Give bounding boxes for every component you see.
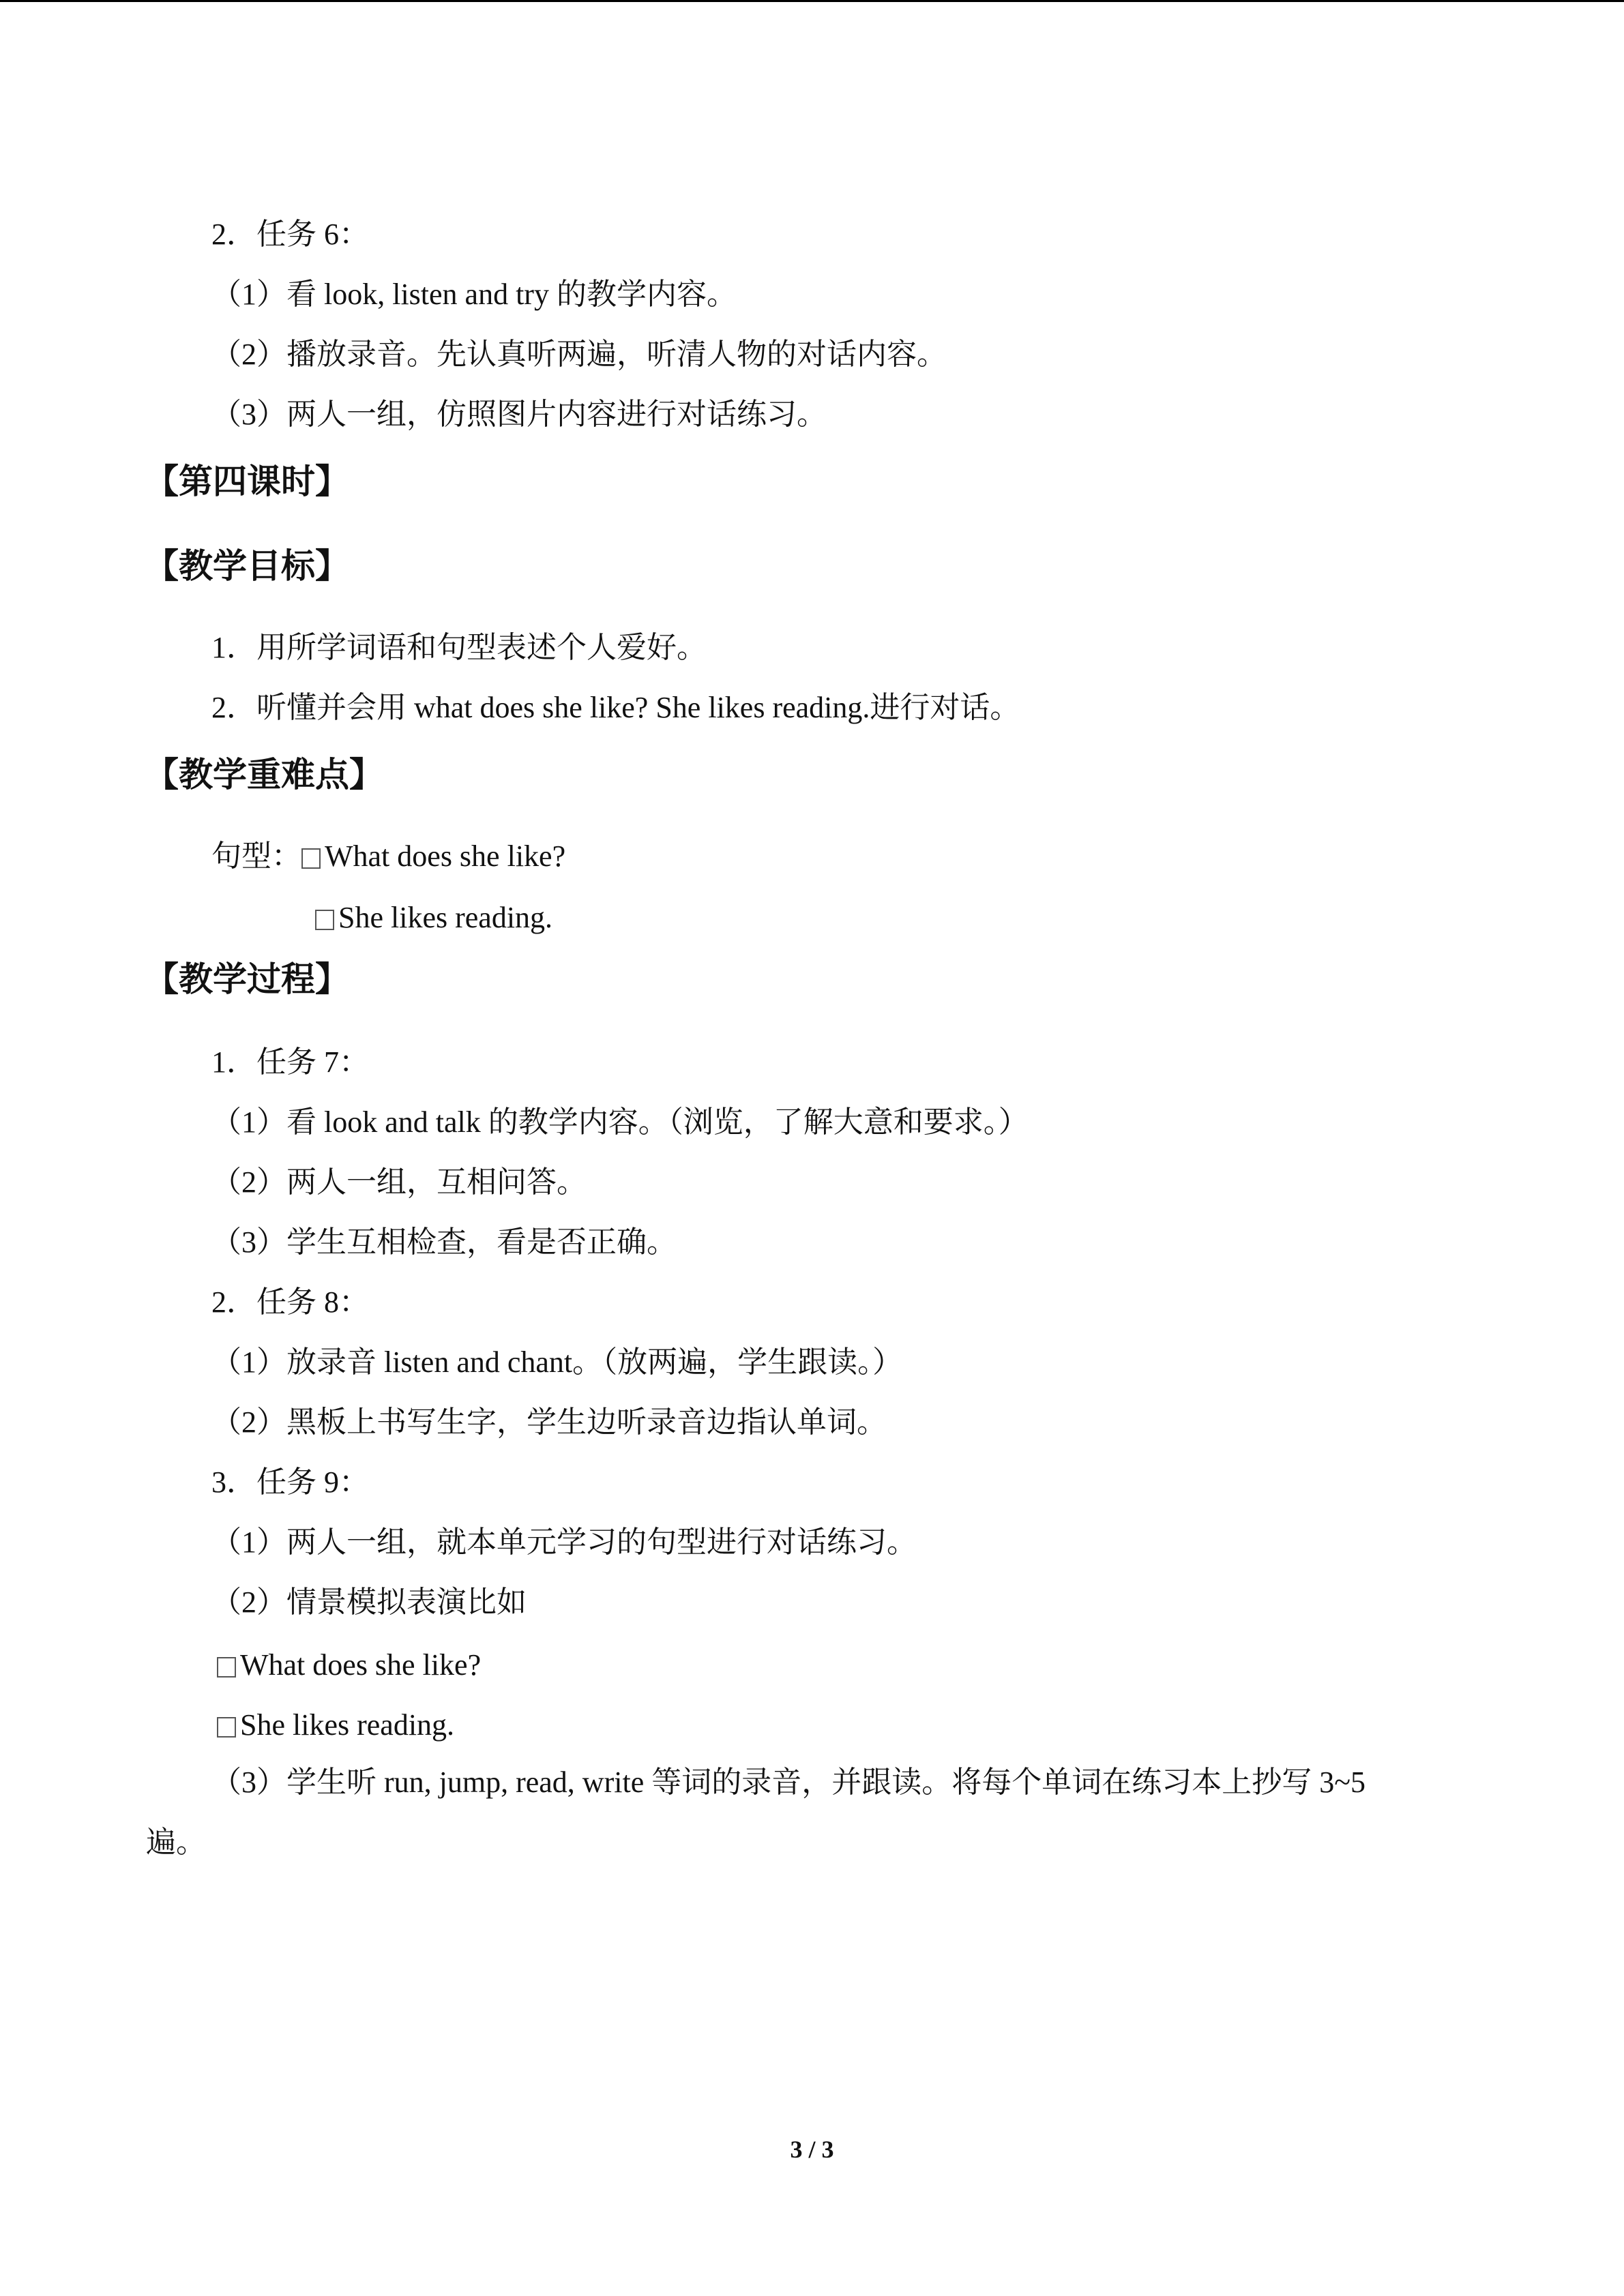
checkbox-icon (217, 1657, 236, 1678)
example-sentence-2 (217, 1705, 454, 1746)
task-8-step-1: （1）放录音 listen and chant。（放两遍，学生跟读。） (211, 1345, 903, 1379)
sentence-pattern-2 (315, 897, 552, 938)
checkbox-icon (315, 910, 334, 930)
task-7-step-3: （3）学生互相检查，看是否正确。 (211, 1225, 677, 1259)
task-6-step-1: （1）看 look, listen and try 的教学内容。 (211, 278, 737, 311)
section-heading-lesson-4: 【第四课时】 (145, 462, 349, 501)
checkbox-icon (217, 1717, 236, 1738)
task-9-step-1: （1）两人一组，就本单元学习的句型进行对话练习。 (211, 1525, 917, 1559)
task-8-title: 2．任务 8： (211, 1285, 369, 1319)
task-6-step-2: （2）播放录音。先认真听两遍，听清人物的对话内容。 (211, 338, 947, 371)
task-9-step-3: （3）学生听 run, jump, read, write 等词的录音，并跟读。将每个单词在练习本上抄写 3~5 (211, 1765, 1366, 1799)
checkbox-icon (301, 848, 321, 869)
task-6-title: 2．任务 6： (211, 218, 369, 251)
task-9-step-3-continued: 遍。 (146, 1825, 206, 1859)
example-sentence-text: What does she like? (240, 1648, 482, 1682)
task-7-step-2: （2）两人一组，互相问答。 (211, 1165, 587, 1199)
sentence-pattern-1 (211, 836, 565, 877)
section-heading-key-points: 【教学重难点】 (145, 755, 383, 794)
objective-2: 2．听懂并会用 what does she like? She likes reading.进行对话。 (211, 691, 1020, 724)
section-heading-process: 【教学过程】 (145, 959, 349, 999)
sentence-pattern-label: 句型： (211, 839, 301, 873)
task-7-step-1: （1）看 look and talk 的教学内容。（浏览，了解大意和要求。） (211, 1105, 1029, 1139)
example-sentence-1 (217, 1645, 481, 1686)
example-sentence-text: She likes reading. (240, 1708, 455, 1742)
top-border (0, 0, 1624, 2)
section-heading-objectives: 【教学目标】 (145, 546, 349, 586)
sentence-pattern-text: She likes reading. (338, 901, 553, 934)
task-9-title: 3．任务 9： (211, 1465, 369, 1499)
objective-1: 1．用所学词语和句型表述个人爱好。 (211, 631, 707, 664)
task-6-step-3: （3）两人一组，仿照图片内容进行对话练习。 (211, 398, 827, 431)
task-8-step-2: （2）黑板上书写生字，学生边听录音边指认单词。 (211, 1405, 887, 1439)
task-9-step-2: （2）情景模拟表演比如 (211, 1585, 527, 1619)
page-number: 3 / 3 (790, 2136, 834, 2163)
task-7-title: 1．任务 7： (211, 1045, 369, 1079)
sentence-pattern-text: What does she like? (325, 839, 566, 873)
